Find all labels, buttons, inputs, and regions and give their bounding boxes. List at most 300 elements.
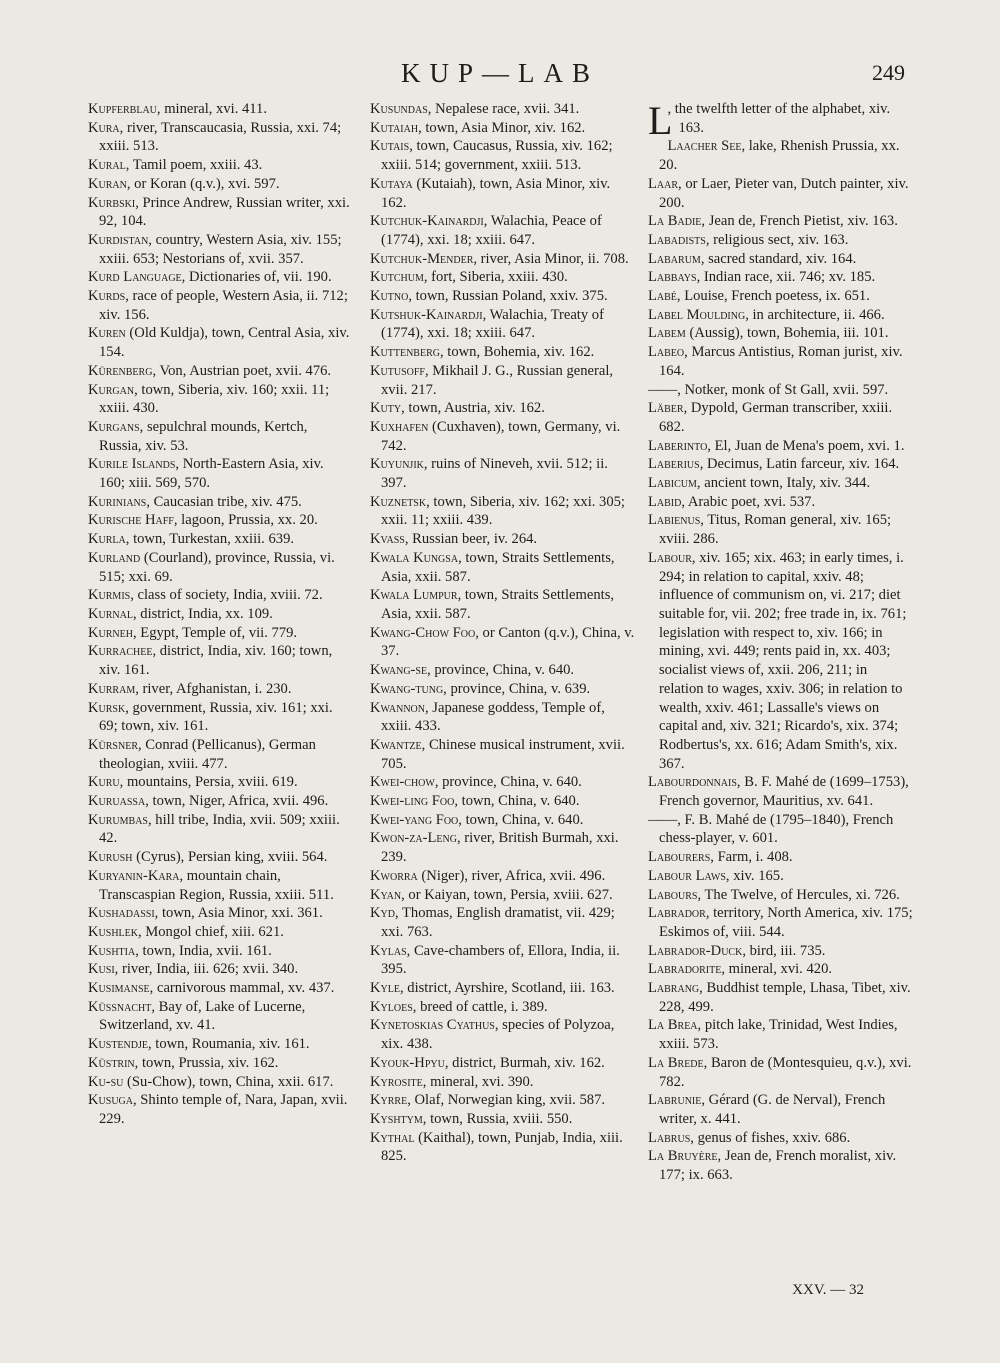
entry-headword: Laberius: [648, 456, 700, 473]
index-entry: [648, 549, 913, 773]
entry-headword: Kurrachee: [88, 643, 153, 660]
entry-headword: Kutshuk-Kainardji: [370, 306, 483, 323]
entry-text: , Japanese goddess, Temple of, xxiii. 433.: [381, 699, 605, 735]
entry-text: , Arabic poet, xvi. 537.: [681, 493, 816, 510]
index-entry: [648, 493, 913, 512]
entry-text: (Kutaiah), town, Asia Minor, xiv. 162.: [381, 175, 611, 211]
index-entry: [88, 811, 353, 848]
entry-text: (Aussig), town, Bohemia, iii. 101.: [685, 325, 889, 342]
entry-headword: Labienus: [648, 512, 701, 529]
entry-headword: Labeo: [648, 344, 685, 361]
entry-headword: Kyouk-Hpyu: [370, 1054, 445, 1071]
entry-headword: Labadists: [648, 231, 706, 248]
entry-text: , lagoon, Prussia, xx. 20.: [173, 512, 318, 529]
index-entry: [88, 736, 353, 773]
index-entry: [370, 268, 635, 287]
entry-text: , race of people, Western Asia, ii. 712; xiv. 156.: [99, 288, 348, 323]
entry-text: , town, China, v. 640.: [458, 811, 584, 828]
entry-text: , Caucasian tribe, xiv. 475.: [146, 493, 302, 510]
index-entry: [88, 231, 353, 268]
index-entry: [648, 324, 913, 343]
entry-text: , Russian beer, iv. 264.: [404, 531, 538, 548]
entry-text: , Chinese musical instrument, xvii. 705.: [381, 736, 625, 772]
entry-text: , town, Prussia, xiv. 162.: [134, 1054, 279, 1071]
entry-text: , Walachia, Peace of (1774), xxi. 18; xxiii. 647.: [381, 213, 602, 248]
entry-headword: Labours: [648, 886, 698, 903]
entry-headword: Label Moulding: [648, 306, 746, 323]
entry-text: , Dictionaries of, vii. 190.: [181, 269, 332, 286]
entry-headword: Kutusoff: [370, 362, 425, 379]
entry-headword: Kuryanin-Kara: [88, 867, 180, 884]
entry-text: , Mongol chief, xiii. 621.: [137, 923, 284, 940]
index-entry: [648, 474, 913, 493]
index-entry: [370, 736, 635, 773]
entry-text: , Gérard (G. de Nerval), French writer, x. 441.: [659, 1092, 886, 1127]
index-entry: [88, 119, 353, 156]
entry-text: , Louise, French poetess, ix. 651.: [676, 288, 870, 305]
entry-headword: Kürenberg: [88, 362, 153, 379]
entry-headword: Kyrosite: [370, 1073, 423, 1090]
entry-headword: Labbays: [648, 269, 697, 286]
entry-headword: Kusuga: [88, 1092, 133, 1109]
entry-headword: Kwei-chow: [370, 774, 435, 791]
entry-headword: Kurdistan: [88, 231, 149, 248]
entry-headword: Kwei-ling Foo: [370, 793, 455, 810]
entry-headword: Kyshtym: [370, 1110, 423, 1127]
index-entry: [88, 923, 353, 942]
index-entry: [370, 773, 635, 792]
index-entry: [88, 511, 353, 530]
entry-headword: Kutno: [370, 288, 409, 305]
entry-headword: Kwang-tung: [370, 680, 444, 697]
entry-headword: Kwon-za-Leng: [370, 830, 457, 847]
index-entry: [370, 1091, 635, 1110]
entry-text: (Cyrus), Persian king, xviii. 564.: [132, 849, 328, 866]
entry-text: , town, Caucasus, Russia, xiv. 162; xxiii. 514; government, xxiii. 513.: [381, 138, 613, 174]
entry-text: , Walachia, Treaty of (1774), xxi. 18; xxiii. 647.: [381, 306, 604, 342]
entry-headword: Kwang-se: [370, 662, 428, 679]
index-entry: [370, 942, 635, 979]
entry-headword: Kursk: [88, 699, 126, 716]
index-entry: [648, 1016, 913, 1053]
entry-text: , ancient town, Italy, xiv. 344.: [696, 475, 871, 492]
entry-text: (Kaithal), town, Punjab, India, xiii. 825.: [381, 1129, 623, 1165]
index-entry: [370, 549, 635, 586]
entry-headword: Labid: [648, 493, 682, 510]
index-column-3: [648, 100, 913, 1185]
index-entry: [370, 137, 635, 174]
entry-text: , hill tribe, India, xvii. 509; xxiii. 42.: [99, 811, 340, 847]
entry-text: , river, British Burmah, xxi. 239.: [381, 830, 619, 866]
index-entry: [370, 624, 635, 661]
index-entry: [370, 699, 635, 736]
entry-text: , bird, iii. 735.: [742, 942, 826, 959]
entry-text: , Marcus Antistius, Roman jurist, xiv. 164.: [659, 344, 903, 379]
entry-text: (Su-Chow), town, China, xxii. 617.: [123, 1073, 334, 1090]
index-entry: [370, 998, 635, 1017]
entry-text: , river, Transcaucasia, Russia, xxi. 74; xxiii. 513.: [99, 119, 342, 155]
entry-headword: Kwannon: [370, 699, 425, 716]
entry-headword: Kuruassa: [88, 793, 146, 810]
entry-headword: Kurgan: [88, 381, 135, 398]
index-entry: [370, 175, 635, 212]
index-entry: [88, 680, 353, 699]
entry-text: , North-Eastern Asia, xiv. 160; xiii. 569, 570.: [99, 456, 324, 492]
entry-headword: Labrador-Duck: [648, 942, 743, 959]
entry-headword: Kyle: [370, 980, 400, 997]
entry-headword: Kuren: [88, 325, 126, 342]
entry-headword: Kusi: [88, 961, 115, 978]
index-entry: [370, 811, 635, 830]
entry-text: (Niger), river, Africa, xvii. 496.: [417, 867, 606, 884]
index-entry: [88, 156, 353, 175]
entry-headword: La Brea: [648, 1017, 698, 1034]
entry-headword: Kurgans: [88, 418, 140, 435]
entry-headword: Kylas: [370, 942, 407, 959]
index-entry: [648, 848, 913, 867]
entry-headword: Kurds: [88, 288, 126, 305]
index-entry: [648, 904, 913, 941]
entry-headword: Labrus: [648, 1129, 691, 1146]
entry-text: , El, Juan de Mena's poem, xvi. 1.: [707, 437, 905, 454]
index-entry: [648, 399, 913, 436]
index-entry: [648, 381, 913, 400]
entry-headword: Labourdonnais: [648, 774, 737, 791]
entry-headword: Kyan: [370, 886, 402, 903]
index-entry: [648, 867, 913, 886]
entry-headword: Kushlek: [88, 923, 138, 940]
entry-text: , town, Siberia, xiv. 162; xxi. 305; xxii. 11; xxiii. 439.: [381, 493, 625, 529]
index-entry: [88, 624, 353, 643]
entry-text: , district, Ayrshire, Scotland, iii. 163.: [399, 980, 615, 997]
entry-text: , or Kaiyan, town, Persia, xviii. 627.: [401, 886, 613, 903]
entry-text: , district, Burmah, xiv. 162.: [444, 1054, 605, 1071]
entry-headword: Kuttenberg: [370, 344, 440, 361]
entry-headword: Kwantze: [370, 736, 422, 753]
index-entry: [648, 437, 913, 456]
entry-text: , lake, Rhenish Prussia, xx. 20.: [659, 138, 900, 174]
entry-headword: Kuznetsk: [370, 493, 427, 510]
entry-text: , town, India, xvii. 161.: [135, 942, 272, 959]
entry-headword: Kutais: [370, 138, 410, 155]
entry-text: , Nepalese race, xvii. 341.: [427, 101, 580, 117]
entry-headword: Kyd: [370, 905, 395, 922]
index-entry: [88, 381, 353, 418]
entry-text: , country, Western Asia, xiv. 155; xxiii. 653; Nestorians of, xvii. 357.: [99, 231, 342, 267]
entry-headword: Kutchuk-Mender: [370, 250, 474, 267]
entry-text: , town, Asia Minor, xxi. 361.: [154, 905, 323, 922]
drop-cap-letter: L: [648, 98, 673, 143]
entry-text: , town, Niger, Africa, xvii. 496.: [145, 793, 329, 810]
entry-text: , Prince Andrew, Russian writer, xxi. 92, 104.: [99, 194, 350, 230]
entry-headword: Labem: [648, 325, 686, 342]
entry-headword: Kynetoskias Cyathus: [370, 1017, 495, 1034]
entry-text: , town, Straits Settlements, Asia, xxii. 587.: [381, 587, 615, 622]
entry-text: , river, Asia Minor, ii. 708.: [473, 250, 629, 267]
entry-headword: Labrang: [648, 980, 700, 997]
entry-text: , province, China, v. 639.: [443, 680, 591, 697]
index-entry: [88, 773, 353, 792]
index-entry: [648, 175, 913, 212]
entry-headword: Labrunie: [648, 1092, 702, 1109]
entry-headword: Labour: [648, 549, 692, 566]
entry-headword: Kural: [88, 157, 126, 174]
entry-headword: Labourers: [648, 849, 711, 866]
entry-text: , Mikhail J. G., Russian general, xvii. 217.: [381, 362, 614, 398]
entry-headword: Kworra: [370, 867, 418, 884]
index-entry: [648, 1091, 913, 1128]
entry-headword: Kusimanse: [88, 980, 150, 997]
entry-headword: Kurile Islands: [88, 456, 176, 473]
index-entry: [88, 904, 353, 923]
index-entry: [88, 100, 353, 119]
entry-text: , district, India, xx. 109.: [132, 605, 273, 622]
entry-headword: Küssnacht: [88, 998, 152, 1015]
index-entry: [88, 642, 353, 679]
entry-text: , town, Turkestan, xxiii. 639.: [125, 531, 295, 548]
entry-headword: Kutaiah: [370, 119, 419, 136]
entry-text: , mountains, Persia, xviii. 619.: [119, 774, 298, 791]
page-header-title: KUP—LAB: [400, 58, 599, 88]
index-entry: [648, 212, 913, 231]
entry-headword: Labarum: [648, 250, 701, 267]
index-entry: [648, 1129, 913, 1148]
entry-headword: Kurneh: [88, 624, 133, 641]
index-entry: [370, 1073, 635, 1092]
entry-headword: Kyrre: [370, 1092, 408, 1109]
index-entry: [648, 1147, 913, 1184]
index-entry: [648, 773, 913, 810]
entry-headword: Kurumbas: [88, 811, 148, 828]
entry-text: , the twelfth letter of the alphabet, xiv. 163.: [667, 101, 891, 136]
index-entry: [370, 867, 635, 886]
index-entry: [648, 268, 913, 287]
index-entry: [88, 530, 353, 549]
entry-text: (Courland), province, Russia, vi. 515; xxi. 69.: [99, 549, 335, 585]
entry-text: , Conrad (Pellicanus), German theologian, xviii. 477.: [99, 736, 316, 772]
index-entry: [648, 231, 913, 250]
entry-text: , The Twelve, of Hercules, xi. 726.: [697, 886, 900, 903]
entry-headword: Kuyunjik: [370, 456, 424, 473]
entry-headword: Laberinto: [648, 437, 708, 454]
entry-headword: Labour Laws: [648, 867, 726, 884]
index-entry: [370, 100, 635, 119]
index-entry: [370, 586, 635, 623]
index-entry: [648, 979, 913, 1016]
index-entry: [88, 549, 353, 586]
signature-mark: XXV. — 32: [792, 1282, 864, 1298]
index-entry: [370, 530, 635, 549]
entry-headword: Kurbski: [88, 194, 136, 211]
index-entry: [88, 942, 353, 961]
index-entry: [648, 886, 913, 905]
entry-text: , Bay of, Lake of Lucerne, Switzerland, xv. 41.: [99, 998, 306, 1034]
entry-headword: Kuru: [88, 774, 120, 791]
index-entry: [88, 979, 353, 998]
entry-headword: Kura: [88, 119, 120, 136]
entry-headword: Labé: [648, 288, 677, 305]
entry-headword: Kyloes: [370, 998, 413, 1015]
entry-text: , town, Russia, xviii. 550.: [422, 1110, 573, 1127]
entry-text: , class of society, India, xviii. 72.: [130, 587, 323, 604]
index-entry: [88, 455, 353, 492]
index-entry: [370, 829, 635, 866]
index-entry: [88, 362, 353, 381]
index-entry: [648, 98, 913, 143]
index-entry: [370, 493, 635, 530]
entry-text: , Von, Austrian poet, xvii. 476.: [152, 362, 332, 379]
entry-text: , Jean de, French moralist, xiv. 177; ix. 663.: [659, 1148, 897, 1184]
entry-headword: Kwang-Chow Foo: [370, 624, 476, 641]
entry-text: (Old Kuldja), town, Central Asia, xiv. 154.: [99, 325, 350, 361]
entry-text: , Indian race, xii. 746; xv. 185.: [696, 269, 876, 286]
entry-text: ——, F. B. Mahé de (1795–1840), French chess-player, v. 601.: [648, 811, 894, 847]
index-entry: [88, 287, 353, 324]
entry-headword: Kuty: [370, 400, 402, 417]
entry-text: , Farm, i. 408.: [710, 849, 793, 866]
index-entry: [88, 1091, 353, 1128]
entry-headword: Kurische Haff: [88, 512, 174, 529]
entry-text: , pitch lake, Trinidad, West Indies, xxiii. 573.: [659, 1017, 898, 1053]
entry-text: , town, Austria, xiv. 162.: [401, 400, 545, 417]
index-entry: [88, 418, 353, 455]
index-entry: [88, 175, 353, 194]
entry-headword: Labicum: [648, 475, 697, 492]
entry-text: , species of Polyzoa, xix. 438.: [381, 1017, 615, 1053]
entry-headword: Kürsner: [88, 736, 138, 753]
index-entry: [88, 268, 353, 287]
entry-text: , Cave-chambers of, Ellora, India, ii. 395.: [381, 942, 620, 978]
index-entry: [648, 287, 913, 306]
entry-headword: Läber: [648, 400, 684, 417]
entry-text: , town, Siberia, xiv. 160; xxii. 11; xxiii. 430.: [99, 381, 330, 417]
entry-text: , or Canton (q.v.), China, v. 37.: [381, 624, 635, 660]
entry-headword: Kurnal: [88, 605, 133, 622]
entry-headword: Kvass: [370, 531, 405, 548]
index-entry: [370, 1016, 635, 1053]
index-entry: [370, 680, 635, 699]
entry-text: , Baron de (Montesquieu, q.v.), xvi. 782.: [659, 1054, 912, 1090]
entry-text: , ruins of Nineveh, xvii. 512; ii. 397.: [381, 456, 608, 492]
index-entry: [648, 306, 913, 325]
entry-text: , Shinto temple of, Nara, Japan, xvii. 229.: [99, 1092, 348, 1127]
entry-text: (Cuxhaven), town, Germany, vi. 742.: [381, 418, 621, 454]
entry-text: , mineral, xvi. 420.: [721, 961, 833, 978]
entry-headword: Kurram: [88, 680, 136, 697]
entry-text: , Thomas, English dramatist, vii. 429; xxi. 763.: [381, 905, 615, 940]
entry-headword: Kurd Language: [88, 269, 182, 286]
index-entry: [648, 942, 913, 961]
index-entry: [370, 250, 635, 269]
index-entry: [88, 324, 353, 361]
entry-headword: Kutaya: [370, 175, 413, 192]
entry-headword: Kutchum: [370, 269, 424, 286]
index-entry: [370, 306, 635, 343]
entry-text: , district, India, xiv. 160; town, xiv. 161.: [99, 643, 333, 679]
entry-text: , carnivorous mammal, xv. 437.: [149, 980, 335, 997]
entry-headword: Küstrin: [88, 1054, 135, 1071]
entry-headword: Ku-su: [88, 1073, 124, 1090]
index-entry: [88, 1035, 353, 1054]
page-number: 249: [872, 60, 905, 85]
index-entry: [88, 1054, 353, 1073]
index-entry: [88, 960, 353, 979]
index-entry: [648, 960, 913, 979]
entry-headword: Kurmis: [88, 587, 131, 604]
entry-text: , river, Afghanistan, i. 230.: [135, 680, 292, 697]
entry-text: , river, India, iii. 626; xvii. 340.: [114, 961, 299, 978]
entry-headword: Labrador: [648, 905, 706, 922]
entry-headword: Kusundas: [370, 101, 428, 117]
index-entry: [370, 792, 635, 811]
entry-text: , mountain chain, Transcaspian Region, Russia, xxiii. 511.: [99, 867, 334, 903]
entry-text: , town, China, v. 640.: [454, 793, 580, 810]
entry-text: ——, Notker, monk of St Gall, xvii. 597.: [648, 381, 889, 398]
entry-headword: Kuran: [88, 175, 127, 192]
entry-text: , town, Bohemia, xiv. 162.: [439, 344, 595, 361]
entry-headword: Kushadassi: [88, 905, 155, 922]
entry-headword: Kurla: [88, 531, 126, 548]
index-entry: [370, 287, 635, 306]
entry-headword: Labradorite: [648, 961, 722, 978]
entry-text: , mineral, xvi. 390.: [422, 1073, 534, 1090]
index-entry: [648, 1054, 913, 1091]
entry-text: , town, Straits Settlements, Asia, xxii. 587.: [381, 549, 615, 585]
entry-text: , B. F. Mahé de (1699–1753), French governor, Mauritius, xv. 641.: [659, 774, 909, 810]
entry-headword: La Bruyère: [648, 1148, 718, 1165]
entry-text: , town, Russian Poland, xxiv. 375.: [408, 288, 608, 305]
index-entry: [88, 605, 353, 624]
entry-text: , Egypt, Temple of, vii. 779.: [132, 624, 298, 641]
entry-text: , sepulchral mounds, Kertch, Russia, xiv. 53.: [99, 418, 308, 454]
index-entry: [88, 792, 353, 811]
index-entry: [648, 343, 913, 380]
index-entry: [88, 998, 353, 1035]
entry-headword: Kupferblau: [88, 101, 157, 117]
entry-text: , Buddhist temple, Lhasa, Tibet, xiv. 228, 499.: [659, 980, 911, 1015]
index-entry: [370, 212, 635, 249]
index-entry: [648, 511, 913, 548]
entry-text: , province, China, v. 640.: [427, 662, 575, 679]
index-entry: [370, 661, 635, 680]
entry-text: , sacred standard, xiv. 164.: [700, 250, 857, 267]
index-entry: [370, 1110, 635, 1129]
entry-text: , territory, North America, xiv. 175; Eskimos of, viii. 544.: [659, 905, 913, 940]
index-entry: [370, 1054, 635, 1073]
index-entry: [370, 1129, 635, 1166]
entry-text: , or Koran (q.v.), xvi. 597.: [126, 175, 280, 192]
index-entry: [88, 493, 353, 512]
index-entry: [370, 399, 635, 418]
entry-headword: Kustendje: [88, 1036, 148, 1053]
index-entry: [88, 1073, 353, 1092]
entry-headword: Kwala Kungsa: [370, 549, 459, 566]
entry-text: , mineral, xvi. 411.: [156, 101, 267, 117]
entry-text: , province, China, v. 640.: [434, 774, 582, 791]
entry-text: , Dypold, German transcriber, xxiii. 682.: [659, 400, 893, 435]
index-entry: [88, 699, 353, 736]
entry-text: , breed of cattle, i. 389.: [412, 998, 548, 1015]
index-entry: [370, 119, 635, 138]
entry-text: , xiv. 165.: [725, 867, 784, 884]
entry-headword: Kuxhafen: [370, 418, 429, 435]
index-entry: [88, 848, 353, 867]
index-entry: [370, 343, 635, 362]
entry-text: , or Laer, Pieter van, Dutch painter, xiv. 200.: [659, 175, 909, 211]
entry-text: , Tamil poem, xxiii. 43.: [125, 157, 263, 174]
entry-text: , Decimus, Latin farceur, xiv. 164.: [699, 456, 900, 473]
entry-headword: Laacher See: [667, 138, 742, 155]
